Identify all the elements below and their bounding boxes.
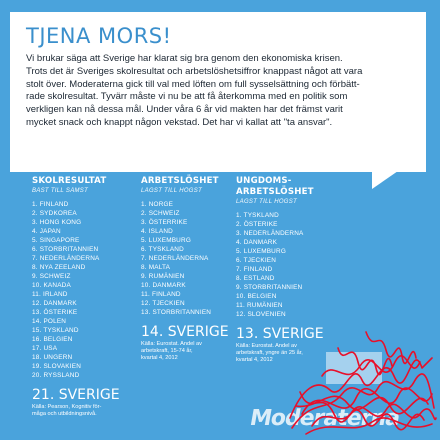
- headline: TJENA MORS!: [26, 24, 172, 48]
- column-skolresultat: [32, 176, 120, 418]
- column-title: [236, 176, 324, 198]
- list-item: 5. LUXEMBURG: [141, 237, 191, 244]
- column-subtitle: LÄGST TILL HÖGST: [141, 188, 203, 194]
- list-item: 11. RUMÄNIEN: [236, 302, 283, 309]
- list-item: 8. MALTA: [141, 264, 171, 271]
- list-item: 11. IRLAND: [32, 291, 68, 298]
- sweden-rank: 13. SVERIGE: [236, 326, 324, 342]
- list-item: 6. TJECKIEN: [236, 257, 277, 264]
- list-item: 10. DANMARK: [141, 282, 186, 289]
- list-item: 12. TJECKIEN: [141, 300, 185, 307]
- list-item: 10. KANADA: [32, 282, 71, 289]
- list-item: 16. BELGIEN: [32, 336, 73, 343]
- sweden-rank: 21. SVERIGE: [32, 387, 120, 403]
- list-item: 11. FINLAND: [141, 291, 181, 298]
- list-item: 1. NORGE: [141, 201, 174, 208]
- list-item: 14. POLEN: [32, 318, 67, 325]
- list-item: 13. ÖSTERIKE: [32, 309, 78, 316]
- source-line: arbetskraft, yngre än 25 år,: [236, 350, 303, 357]
- list-item: 7. FINLAND: [236, 266, 273, 273]
- list-item: 7. NEDERLÄNDERNA: [32, 255, 100, 262]
- body-line: Trots det är Sveriges skolresultat och arbetslöshetsiffror knappast något att vara: [26, 65, 363, 77]
- list-item: 12. SLOVENIEN: [236, 311, 286, 318]
- speech-bubble-tail: [372, 171, 398, 189]
- column-title: ARBETSLÖSHET: [141, 176, 219, 186]
- column-title: SKOLRESULTAT: [32, 176, 107, 186]
- list-item: 4. DANMARK: [236, 239, 278, 246]
- list-item: 3. ÖSTERRIKE: [141, 219, 188, 226]
- body-text: [26, 53, 410, 130]
- faded-party-logo-text: Moderaterna: [247, 406, 402, 431]
- list-item: 17. USA: [32, 345, 58, 352]
- column-subtitle: BÄST TILL SÄMST: [32, 188, 89, 194]
- source-line: Källa: Pearson, Kognitiv för-: [32, 404, 102, 410]
- column-title-line: UNGDOMS-: [236, 176, 292, 186]
- column-subtitle: LÄGST TILL HÖGST: [236, 199, 298, 205]
- list-item: 2. ÖSTERIKE: [236, 221, 278, 228]
- source-note: [32, 404, 120, 418]
- body-line: verkligen kan nå dessa mål. Under våra 6 år vid makten har det främst varit: [26, 104, 343, 116]
- scribble-stroke: [322, 356, 420, 376]
- source-line: måga och utbildningsnivå.: [32, 411, 97, 418]
- column-arbetsloshet: [141, 176, 229, 363]
- sweden-rank: 14. SVERIGE: [141, 324, 229, 340]
- body-line: Vi brukar säga att Sverige har klarat sig bra genom den ekonomiska krisen.: [26, 53, 343, 64]
- list-item: 13. STORBRITANNIEN: [141, 309, 212, 316]
- speech-bubble: [10, 12, 426, 172]
- list-item: 15. TYSKLAND: [32, 327, 79, 334]
- list-item: 8. NYA ZEELAND: [32, 264, 86, 271]
- body-line: rade skolresultat. Tyvärr måste vi nu be att få återkomma med en politik som: [26, 91, 348, 103]
- list-item: 20. RYSSLAND: [32, 372, 80, 379]
- list-item: 9. RUMÄNIEN: [141, 273, 185, 280]
- list-item: 6. TYSKLAND: [141, 246, 184, 253]
- source-line: Källa: Eurostat. Andel av: [236, 343, 297, 349]
- list-item: 6. STORBRITANNIEN: [32, 246, 99, 253]
- source-line: kvartal 4, 2012: [141, 355, 178, 362]
- list-item: 7. NEDERLÄNDERNA: [141, 255, 209, 262]
- list-item: 18. UNGERN: [32, 354, 73, 361]
- list-item: 9. SCHWEIZ: [32, 273, 71, 280]
- list-item: 1. FINLAND: [32, 201, 69, 208]
- scribble-stroke: [366, 332, 416, 363]
- list-item: 3. HONG KONG: [32, 219, 82, 226]
- list-item: 9. STORBRITANNIEN: [236, 284, 303, 291]
- scribble-stroke: [296, 396, 428, 413]
- source-line: Källa: Eurostat. Andel av: [141, 341, 202, 347]
- list-item: 3. NEDERLÄNDERNA: [236, 230, 304, 237]
- list-item: 12. DANMARK: [32, 300, 77, 307]
- source-line: kvartal 4, 2012: [236, 357, 273, 364]
- source-line: arbetskraft, 15-74 år,: [141, 348, 193, 355]
- list-item: 5. LUXEMBURG: [236, 248, 286, 255]
- list-item: 2. SYDKOREA: [32, 210, 77, 217]
- column-title-line: ARBETSLÖSHET: [236, 187, 314, 197]
- list-item: 1. TYSKLAND: [236, 212, 279, 219]
- rank-list: [141, 200, 229, 317]
- list-item: 10. BELGIEN: [236, 293, 277, 300]
- body-line: stolt över. Moderaterna gick till val med löften om full sysselsättning och förbätt-: [26, 78, 360, 90]
- list-item: 19. SLOVAKIEN: [32, 363, 82, 370]
- list-item: 4. ISLAND: [141, 228, 173, 235]
- rank-list: [236, 211, 324, 319]
- list-item: 5. SINGAPORE: [32, 237, 80, 244]
- rank-list: [32, 200, 120, 380]
- list-item: 8. ESTLAND: [236, 275, 275, 282]
- list-item: 2. SCHWEIZ: [141, 210, 180, 217]
- body-line: mycket snack och knappt någon vekstad. Det har vi kallat att "ta ansvar".: [26, 116, 333, 128]
- source-note: [141, 341, 229, 363]
- red-scribble-icon: [282, 318, 438, 436]
- list-item: 4. JAPAN: [32, 228, 61, 235]
